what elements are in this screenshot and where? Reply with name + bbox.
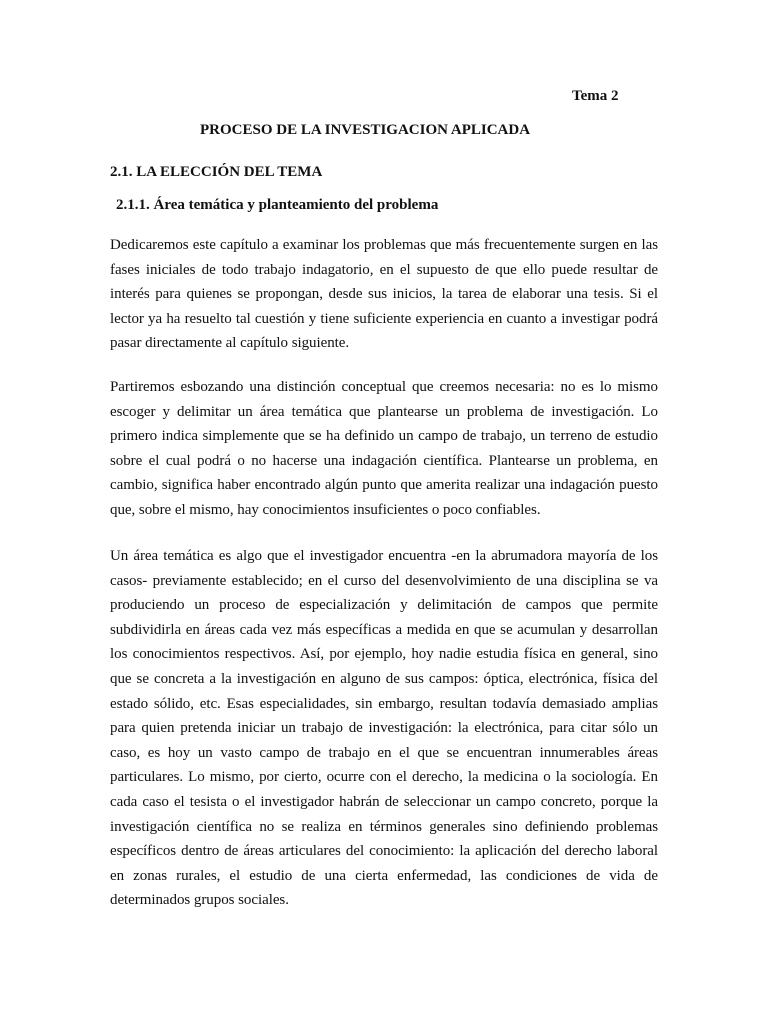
tema-label: Tema 2 xyxy=(572,88,619,104)
body-paragraph-3: Un área temática es algo que el investigador encuentra -en la abrumadora mayoría de los casos- previamente establecido; en el curso del desenvolvimiento de una disciplina se va produciendo un proceso de especialización y delimitación de campos que permite subdividirla en áreas cada vez más específicas a medida en que se acumulan y desarrollan los conocimientos respectivos. Así, por ejemplo, hoy nadie estudia física en general, sino que se concreta a la investigación en alguno de sus campos: óptica, electrónica, física del estado sólido, etc. Esas especialidades, sin embargo, resultan todavía demasiado amplias para quien pretenda iniciar un trabajo de investigación: la electrónica, para citar sólo un caso, es hoy un vasto campo de trabajo en el que se encuentran innumerables áreas particulares. Lo mismo, por cierto, ocurre con el derecho, la medicina o la sociología. En cada caso el tesista o el investigador habrán de seleccionar un campo concreto, porque la investigación científica no se realiza en términos generales sino definiendo problemas específicos dentro de áreas articulares del conocimiento: la aplicación del derecho laboral en zonas rurales, el estudio de una cierta enfermedad, las condiciones de vida de determinados grupos sociales. xyxy=(110,548,658,909)
subsection-heading: 2.1.1. Área temática y planteamiento del problema xyxy=(116,197,439,213)
body-paragraph-1: Dedicaremos este capítulo a examinar los problemas que más frecuentemente surgen en las fases iniciales de todo trabajo indagatorio, en el supuesto de que ello puede resultar de interés para quienes se propongan, desde sus inicios, la tarea de elaborar una tesis. Si el lector ya ha resuelto tal cuestión y tiene suficiente experiencia en cuanto a investigar podrá pasar directamente al capítulo siguiente. xyxy=(110,237,658,352)
body-paragraph-2: Partiremos esbozando una distinción conceptual que creemos necesaria: no es lo mismo escoger y delimitar un área temática que plantearse un problema de investigación. Lo primero indica simplemente que se ha definido un campo de trabajo, un terreno de estudio sobre el cual podrá o no hacerse una indagación científica. Plantearse un problema, en cambio, significa haber encontrado algún punto que amerita realizar una indagación puesto que, sobre el mismo, hay conocimientos insuficientes o poco confiables. xyxy=(110,379,658,518)
section-heading: 2.1. LA ELECCIÓN DEL TEMA xyxy=(110,164,323,180)
document-title: PROCESO DE LA INVESTIGACION APLICADA xyxy=(200,122,531,138)
